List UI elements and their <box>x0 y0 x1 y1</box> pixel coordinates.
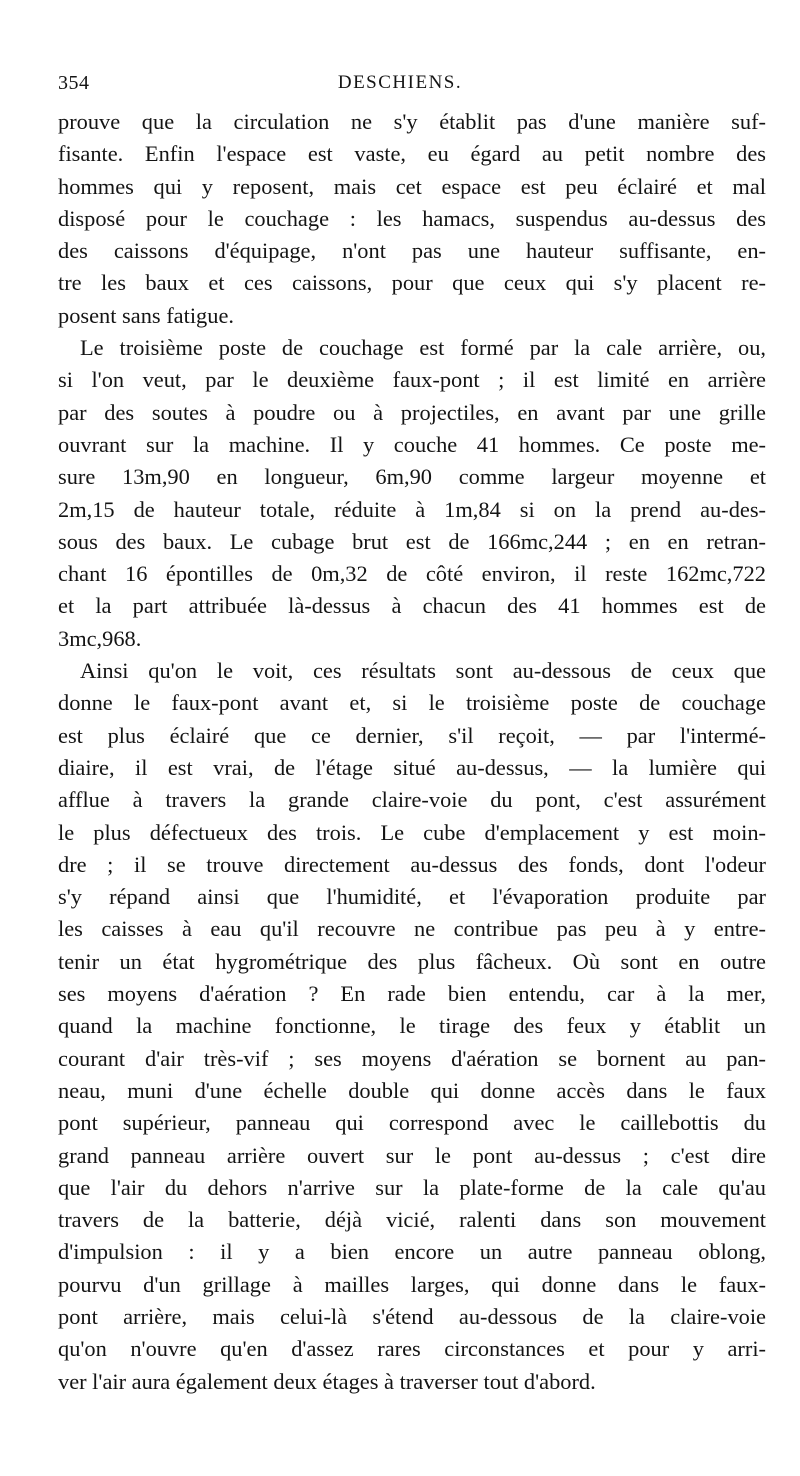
text-line: et la part attribuée là-dessus à chacun des 41 hommes est de <box>58 593 766 619</box>
text-line: tre les baux et ces caissons, pour que ceux qui s'y placent re- <box>58 270 766 296</box>
text-line: Le troisième poste de couchage est formé par la cale arrière, ou, <box>80 335 766 361</box>
text-line: des caissons d'équipage, n'ont pas une hauteur suffisante, en- <box>58 238 766 264</box>
page-number: 354 <box>58 72 90 94</box>
text-line: chant 16 épontilles de 0m,32 de côté environ, il reste 162mc,722 <box>58 561 766 587</box>
text-line: posent sans fatigue. <box>58 302 234 328</box>
text-line: le plus défectueux des trois. Le cube d'emplacement y est moin- <box>58 819 766 845</box>
text-line: 3mc,968. <box>58 625 142 651</box>
text-line: sous des baux. Le cubage brut est de 166mc,244 ; en en retran- <box>58 528 766 554</box>
text-line: diaire, il est vrai, de l'étage situé au-dessus, — la lumière qui <box>58 754 766 780</box>
paragraph <box>58 655 766 1398</box>
text-line: ouvrant sur la machine. Il y couche 41 hommes. Ce poste me- <box>58 431 766 457</box>
paragraph <box>58 106 766 332</box>
text-line: par des soutes à poudre ou à projectiles, en avant par une grille <box>58 399 766 425</box>
text-line: ses moyens d'aération ? En rade bien entendu, car à la mer, <box>58 981 766 1007</box>
text-line: quand la machine fonctionne, le tirage des feux y établit un <box>58 1013 766 1039</box>
text-line: Ainsi qu'on le voit, ces résultats sont au-dessous de ceux que <box>80 658 766 684</box>
text-line: pont arrière, mais celui-là s'étend au-dessous de la claire-voie <box>58 1303 766 1329</box>
text-line: les caisses à eau qu'il recouvre ne contribue pas peu à y entre- <box>58 916 766 942</box>
page-header <box>0 72 800 102</box>
text-line: d'impulsion : il y a bien encore un autre panneau oblong, <box>58 1239 766 1265</box>
text-line: qu'on n'ouvre qu'en d'assez rares circonstances et pour y arri- <box>58 1336 766 1362</box>
text-line: afflue à travers la grande claire-voie du pont, c'est assurément <box>58 787 766 813</box>
text-line: s'y répand ainsi que l'humidité, et l'évaporation produite par <box>58 884 766 910</box>
text-line: dre ; il se trouve directement au-dessus des fonds, dont l'odeur <box>58 851 766 877</box>
text-line: courant d'air très-vif ; ses moyens d'aération se bornent au pan- <box>58 1045 766 1071</box>
text-line: disposé pour le couchage : les hamacs, suspendus au-dessus des <box>58 205 766 231</box>
text-line: 2m,15 de hauteur totale, réduite à 1m,84 si on la prend au-des- <box>58 496 766 522</box>
text-line: ver l'air aura également deux étages à traverser tout d'abord. <box>58 1368 596 1394</box>
text-line: fisante. Enfin l'espace est vaste, eu égard au petit nombre des <box>58 141 766 167</box>
text-line: si l'on veut, par le deuxième faux-pont ; il est limité en arrière <box>58 367 766 393</box>
text-line: neau, muni d'une échelle double qui donne accès dans le faux <box>58 1077 766 1103</box>
paragraph <box>58 332 766 655</box>
text-line: prouve que la circulation ne s'y établit pas d'une manière suf- <box>58 109 766 134</box>
running-title: DESCHIENS. <box>337 72 463 93</box>
text-line: tenir un état hygrométrique des plus fâcheux. Où sont en outre <box>58 948 766 974</box>
text-line: sure 13m,90 en longueur, 6m,90 comme largeur moyenne et <box>58 464 766 490</box>
body-text <box>58 106 766 1398</box>
text-line: hommes qui y reposent, mais cet espace est peu éclairé et mal <box>58 173 766 199</box>
text-line: que l'air du dehors n'arrive sur la plate-forme de la cale qu'au <box>58 1174 766 1200</box>
text-line: grand panneau arrière ouvert sur le pont au-dessus ; c'est dire <box>58 1142 766 1168</box>
text-line: donne le faux-pont avant et, si le troisième poste de couchage <box>58 690 766 716</box>
text-line: pont supérieur, panneau qui correspond avec le caillebottis du <box>58 1110 766 1136</box>
text-line: pourvu d'un grillage à mailles larges, qui donne dans le faux- <box>58 1271 766 1297</box>
text-line: est plus éclairé que ce dernier, s'il reçoit, — par l'intermé- <box>58 722 766 748</box>
text-line: travers de la batterie, déjà vicié, ralenti dans son mouvement <box>58 1207 766 1233</box>
